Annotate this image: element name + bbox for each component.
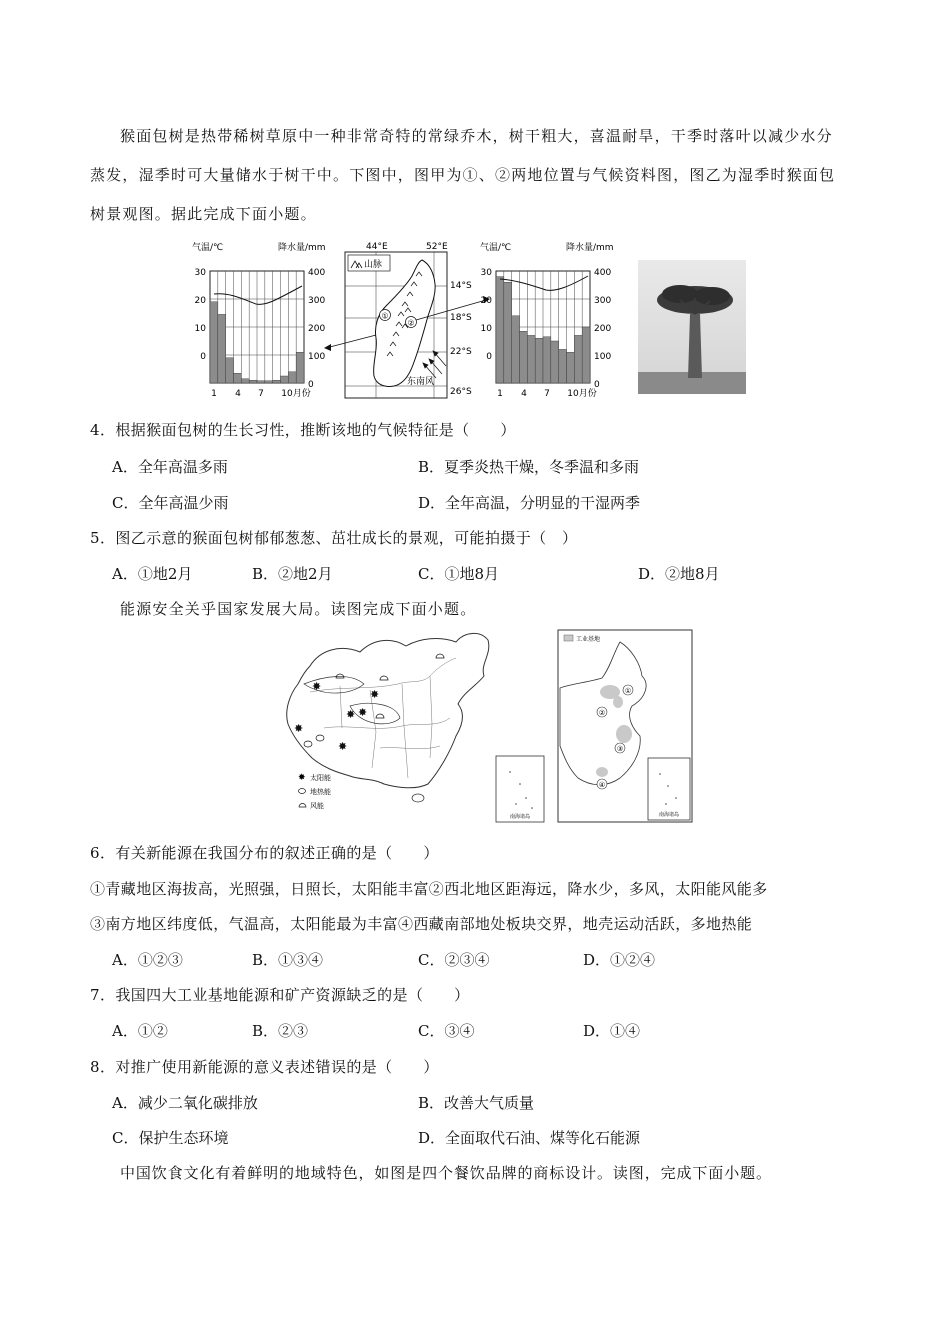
baobab-photo bbox=[638, 260, 746, 394]
month-tick: 10月份 bbox=[281, 389, 311, 399]
base-label-2: ② bbox=[598, 709, 606, 717]
industrial-base-2-zone bbox=[613, 696, 623, 708]
month-tick: 4 bbox=[521, 389, 527, 399]
temp-tick: 0 bbox=[200, 352, 206, 362]
q7-option-a[interactable]: A．①② bbox=[112, 1022, 168, 1040]
climate-chart-right bbox=[480, 241, 614, 399]
industrial-base-4-zone bbox=[596, 767, 608, 777]
precip-tick: 300 bbox=[308, 296, 326, 306]
china-industry-map bbox=[558, 630, 692, 822]
q4-option-d[interactable]: D．全年高温，分明显的干湿两季 bbox=[418, 494, 641, 512]
precip-bar bbox=[574, 335, 582, 383]
q4-stem: 4．根据猴面包树的生长习性，推断该地的气候特征是（ ） bbox=[90, 421, 516, 439]
month-tick: 7 bbox=[258, 389, 264, 399]
madagascar-map bbox=[345, 242, 472, 398]
q8-option-c[interactable]: C．保护生态环境 bbox=[112, 1129, 229, 1147]
lat-label-22s: 22°S bbox=[450, 347, 472, 357]
solar-symbol: ✸ bbox=[346, 708, 356, 721]
base-label-1: ① bbox=[624, 687, 632, 695]
temp-tick: 10 bbox=[194, 324, 206, 334]
q7-option-b[interactable]: B．②③ bbox=[252, 1022, 309, 1040]
precip-bar bbox=[582, 327, 590, 383]
q4-option-b[interactable]: B．夏季炎热干燥，冬季温和多雨 bbox=[418, 458, 640, 476]
passage1-line2: 蒸发，湿季时可大量储水于树干中。下图中，图甲为①、②两地位置与气候资料图，图乙为湿季时猴面包 bbox=[90, 166, 836, 184]
q6-option-a[interactable]: A．①②③ bbox=[112, 951, 183, 969]
temp-axis-label-left: 气温/℃ bbox=[192, 243, 224, 253]
precip-bar bbox=[504, 282, 512, 383]
q6-statement-line1: ①青藏地区海拔高，光照强，日照长，太阳能丰富②西北地区距海远，降水少，多风，太阳能风能多 bbox=[90, 880, 768, 898]
precip-bar bbox=[551, 341, 559, 383]
q5-option-d[interactable]: D．②地8月 bbox=[638, 565, 720, 583]
wind-arrows bbox=[423, 351, 446, 378]
month-tick: 4 bbox=[235, 389, 241, 399]
q8-option-b[interactable]: B．改善大气质量 bbox=[418, 1094, 535, 1112]
legend-solar: 太阳能 bbox=[310, 774, 331, 782]
passage1-line1: 猴面包树是热带稀树草原中一种非常奇特的常绿乔木，树干粗大，喜温耐旱，干季时落叶以减少水分 bbox=[120, 127, 833, 145]
precip-bar bbox=[559, 349, 567, 383]
q7-stem: 7．我国四大工业基地能源和矿产资源缺乏的是（ ） bbox=[90, 986, 470, 1004]
figure-madagascar-climate bbox=[190, 238, 750, 400]
q5-option-c[interactable]: C．①地8月 bbox=[418, 565, 500, 583]
pointer-arrow-left bbox=[326, 334, 380, 348]
precip-bar bbox=[218, 314, 226, 383]
precip-bar bbox=[496, 277, 504, 383]
q4-option-a[interactable]: A．全年高温多雨 bbox=[112, 458, 228, 476]
precip-tick: 100 bbox=[594, 352, 612, 362]
month-tick: 1 bbox=[497, 389, 503, 399]
temperature-curve-left bbox=[214, 286, 302, 304]
solar-symbol: ✸ bbox=[370, 688, 380, 701]
temp-tick: 10 bbox=[480, 324, 492, 334]
precip-tick: 300 bbox=[594, 296, 612, 306]
precip-bar bbox=[527, 335, 535, 383]
passage1-line3: 树景观图。据此完成下面小题。 bbox=[90, 205, 317, 223]
solar-symbol: ✸ bbox=[358, 706, 368, 719]
inset-label: 南海诸岛 bbox=[509, 814, 531, 820]
inset-label: 南海诸岛 bbox=[658, 812, 680, 818]
q6-option-d[interactable]: D．①②④ bbox=[583, 951, 656, 969]
temp-tick: 0 bbox=[486, 352, 492, 362]
legend-mountain-label: 山脉 bbox=[364, 260, 383, 270]
legend-industry: 工业基地 bbox=[576, 636, 601, 643]
temp-tick: 30 bbox=[194, 268, 206, 278]
temp-axis-label-right: 气温/℃ bbox=[480, 243, 512, 253]
industrial-base-3-zone bbox=[616, 725, 632, 743]
hainan-island bbox=[412, 794, 424, 802]
precip-bar bbox=[520, 331, 528, 383]
precip-tick: 100 bbox=[308, 352, 326, 362]
precip-bar bbox=[210, 302, 218, 383]
precip-tick: 400 bbox=[594, 268, 612, 278]
lon-label-44e: 44°E bbox=[366, 242, 388, 252]
q6-option-c[interactable]: C．②③④ bbox=[418, 951, 490, 969]
month-tick: 1 bbox=[211, 389, 217, 399]
location-label-2: ② bbox=[407, 318, 415, 328]
month-tick: 10月份 bbox=[567, 389, 597, 399]
precip-bar bbox=[234, 373, 242, 383]
legend-wind: 风能 bbox=[310, 802, 324, 810]
lat-label-14s: 14°S bbox=[450, 281, 472, 291]
china-outline-energy bbox=[287, 633, 489, 787]
q8-stem: 8．对推广使用新能源的意义表述错误的是（ ） bbox=[90, 1058, 439, 1076]
location-label-1: ① bbox=[381, 311, 389, 321]
precip-tick: 0 bbox=[594, 380, 600, 390]
base-label-3: ③ bbox=[616, 745, 624, 753]
precip-tick: 200 bbox=[308, 324, 326, 334]
q4-option-c[interactable]: C．全年高温少雨 bbox=[112, 494, 229, 512]
precip-bar bbox=[226, 358, 234, 383]
wind-label: 东南风 bbox=[407, 377, 435, 387]
q8-option-a[interactable]: A．减少二氧化碳排放 bbox=[112, 1094, 258, 1112]
q6-statement-line2: ③南方地区纬度低，气温高，太阳能最为丰富④西藏南部地处板块交界，地壳运动活跃，多地热能 bbox=[90, 915, 753, 933]
passage3: 中国饮食文化有着鲜明的地域特色，如图是四个餐饮品牌的商标设计。读图，完成下面小题。 bbox=[120, 1164, 772, 1182]
svg-text:✸: ✸ bbox=[298, 773, 306, 783]
precip-bar bbox=[265, 381, 273, 383]
lat-label-18s: 18°S bbox=[450, 313, 472, 323]
q6-option-b[interactable]: B．①③④ bbox=[252, 951, 324, 969]
china-energy-map bbox=[287, 633, 544, 822]
q5-stem: 5．图乙示意的猴面包树郁郁葱葱、茁壮成长的景观，可能拍摄于（ ） bbox=[90, 529, 578, 547]
temperature-curve-right bbox=[500, 276, 588, 290]
solar-symbol: ✸ bbox=[294, 722, 304, 735]
baobab-trunk bbox=[688, 314, 702, 378]
q7-option-d[interactable]: D．①④ bbox=[583, 1022, 641, 1040]
precip-bar bbox=[241, 379, 249, 383]
solar-symbol: ✸ bbox=[338, 740, 348, 753]
climate-chart-left bbox=[192, 241, 326, 399]
south-china-sea-inset-2 bbox=[648, 758, 690, 820]
precip-bar bbox=[567, 352, 575, 383]
precip-bar bbox=[249, 380, 257, 383]
q8-option-d[interactable]: D．全面取代石油、煤等化石能源 bbox=[418, 1129, 641, 1147]
q5-option-a[interactable]: A．①地2月 bbox=[112, 565, 193, 583]
precip-bar bbox=[288, 372, 296, 383]
south-china-sea-inset-1 bbox=[496, 756, 544, 822]
temp-tick: 20 bbox=[480, 296, 492, 306]
temp-tick: 30 bbox=[480, 268, 492, 278]
legend-swatch bbox=[564, 635, 573, 641]
q6-stem: 6．有关新能源在我国分布的叙述正确的是（ ） bbox=[90, 844, 439, 862]
precip-bar bbox=[273, 380, 281, 383]
precip-bar bbox=[296, 352, 304, 383]
precip-bar bbox=[535, 338, 543, 383]
precip-tick: 200 bbox=[594, 324, 612, 334]
precip-axis-label-left: 降水量/mm bbox=[278, 243, 326, 253]
passage2: 能源安全关乎国家发展大局。读图完成下面小题。 bbox=[120, 600, 477, 618]
arrowhead-left bbox=[324, 344, 331, 351]
legend-geothermal: 地热能 bbox=[310, 788, 331, 796]
solar-symbol: ✸ bbox=[312, 680, 322, 693]
precip-tick: 400 bbox=[308, 268, 326, 278]
precip-bar bbox=[281, 376, 289, 383]
precip-tick: 0 bbox=[308, 380, 314, 390]
base-label-4: ④ bbox=[598, 781, 606, 789]
precip-bar bbox=[512, 316, 520, 383]
lat-label-26s: 26°S bbox=[450, 387, 472, 397]
month-tick: 7 bbox=[544, 389, 550, 399]
precip-bar bbox=[257, 381, 265, 383]
precip-bar bbox=[543, 337, 551, 383]
q7-option-c[interactable]: C．③④ bbox=[418, 1022, 475, 1040]
precip-axis-label-right: 降水量/mm bbox=[566, 243, 614, 253]
figure-china-maps bbox=[280, 628, 694, 824]
lon-label-52e: 52°E bbox=[426, 242, 448, 252]
temp-tick: 20 bbox=[194, 296, 206, 306]
q5-option-b[interactable]: B．②地2月 bbox=[252, 565, 333, 583]
